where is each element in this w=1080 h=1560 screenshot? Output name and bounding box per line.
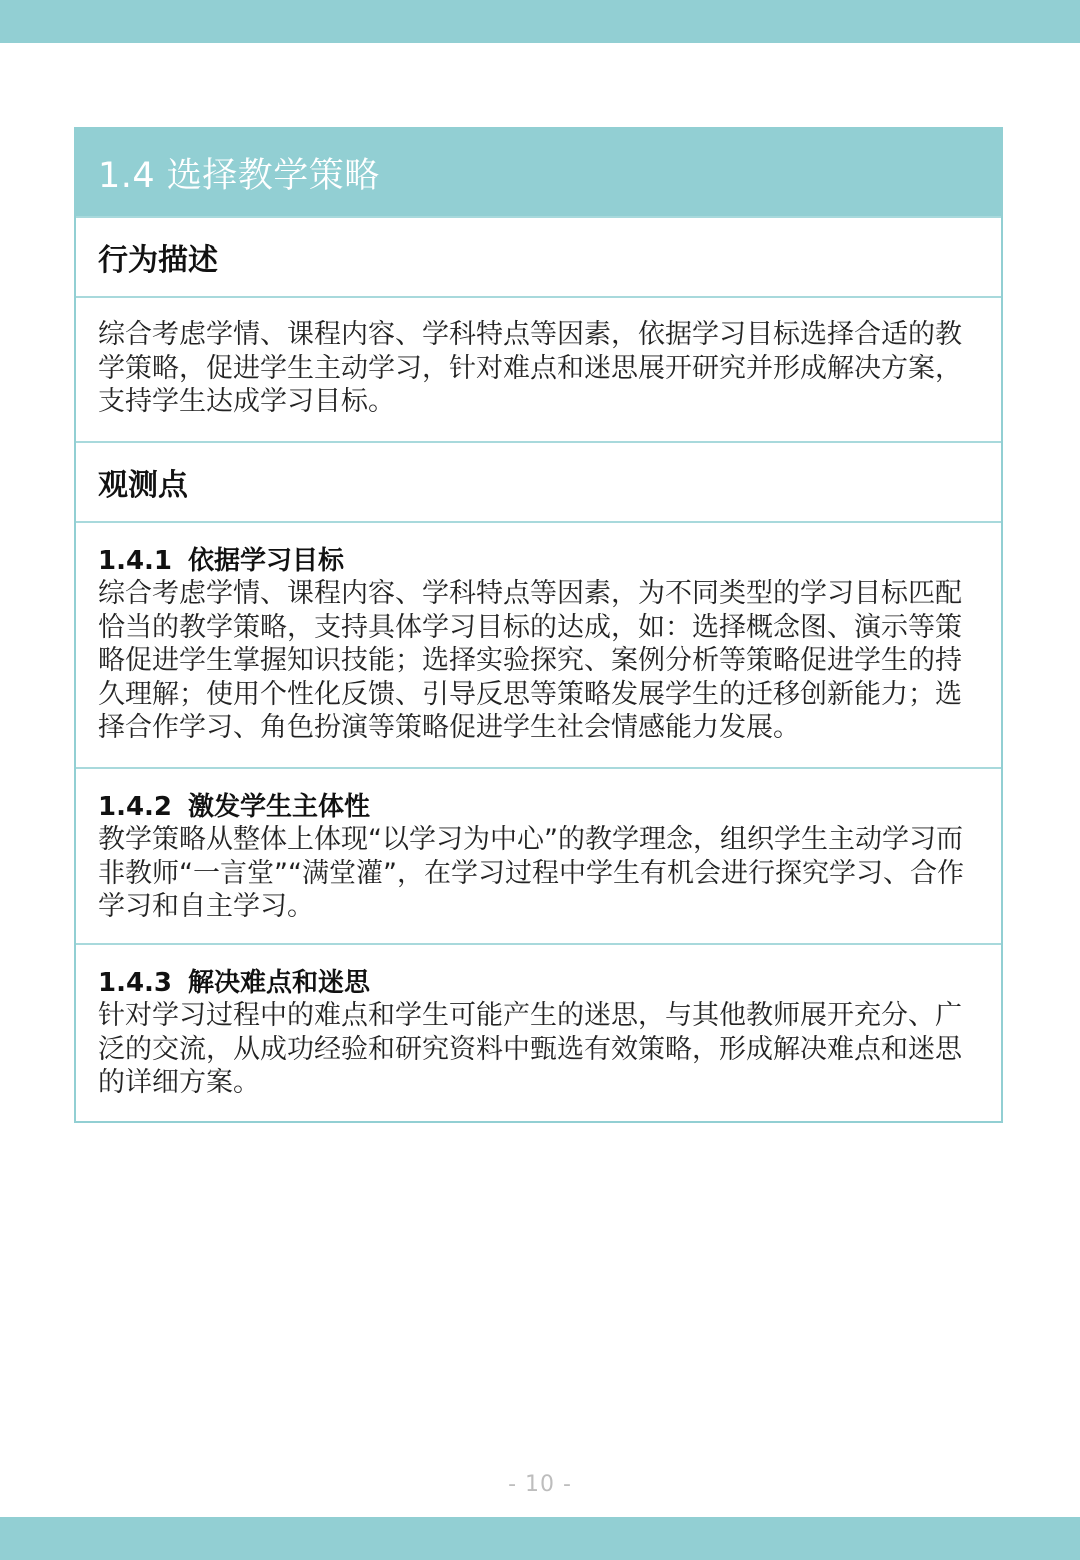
point-text: 针对学习过程中的难点和学生可能产生的迷思，与其他教师展开充分、广泛的交流，从成功经验和研究资料中甄选有效策略，形成解决难点和迷思的详细方案。 <box>98 1000 962 1098</box>
point-heading <box>98 967 971 999</box>
observation-point <box>76 767 1001 943</box>
point-number: 1.4.3 <box>98 968 173 998</box>
behavior-heading: 行为描述 <box>98 243 218 278</box>
point-heading <box>98 791 971 823</box>
observation-point <box>76 521 1001 767</box>
observation-point <box>76 943 1001 1121</box>
point-text: 教学策略从整体上体现“以学习为中心”的教学理念，组织学生主动学习而非教师“一言堂”“满堂灌”，在学习过程中学生有机会进行探究学习、合作学习和自主学习。 <box>98 824 964 922</box>
point-number: 1.4.2 <box>98 792 173 822</box>
point-text: 综合考虑学情、课程内容、学科特点等因素，为不同类型的学习目标匹配恰当的教学策略，支持具体学习目标的达成，如：选择概念图、演示等策略促进学生掌握知识技能；选择实验探究、案例分析等策略促进学生的持久理解；使用个性化反馈、引导反思等策略发展学生的迁移创新能力；选择合作学习、角色扮演等策略促进学生社会情感能力发展。 <box>98 578 962 743</box>
point-title: 解决难点和迷思 <box>188 968 371 998</box>
bottom-decorative-band <box>0 1517 1080 1560</box>
strategy-card <box>74 127 1003 1123</box>
top-decorative-band <box>0 0 1080 43</box>
point-title: 依据学习目标 <box>188 546 345 576</box>
behavior-description <box>76 296 1001 441</box>
point-number: 1.4.1 <box>98 546 173 576</box>
observation-heading-row <box>76 441 1001 521</box>
point-heading <box>98 545 971 577</box>
card-header <box>76 129 1001 216</box>
point-title: 激发学生主体性 <box>188 792 371 822</box>
behavior-text: 综合考虑学情、课程内容、学科特点等因素，依据学习目标选择合适的教学策略，促进学生主动学习，针对难点和迷思展开研究并形成解决方案，支持学生达成学习目标。 <box>98 319 962 417</box>
behavior-heading-row <box>76 216 1001 296</box>
page-number: - 10 - <box>508 1472 572 1497</box>
observation-heading: 观测点 <box>98 468 188 503</box>
section-title: 1.4 选择教学策略 <box>98 155 380 196</box>
